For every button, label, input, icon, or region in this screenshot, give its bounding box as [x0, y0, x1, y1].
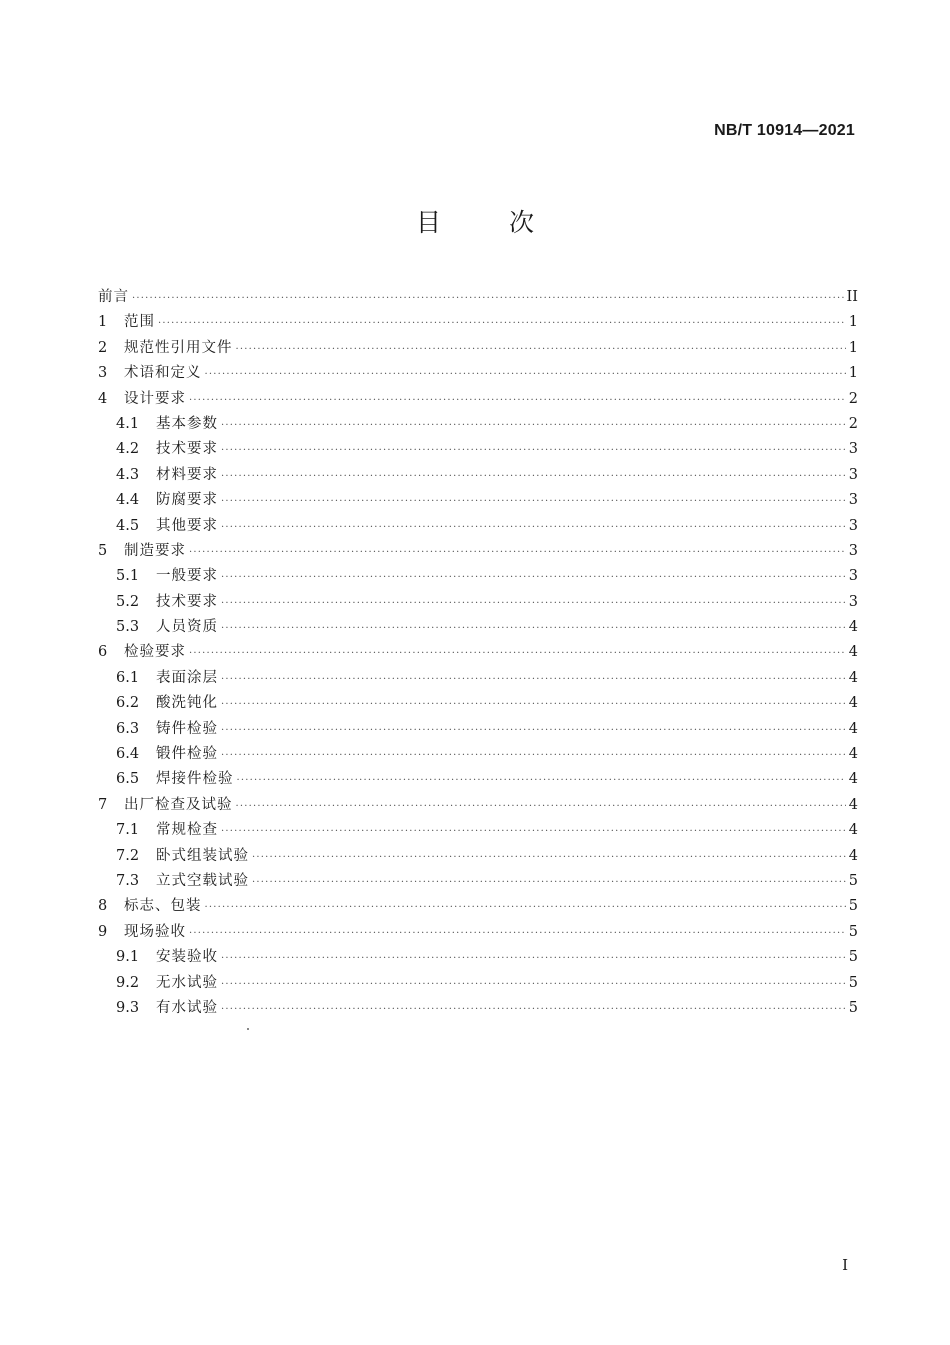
- toc-entry[interactable]: [98, 463, 858, 488]
- toc-entry-number: 5.2: [116, 593, 140, 610]
- toc-entry-label: 人员资质: [156, 619, 218, 636]
- toc-entry[interactable]: [98, 818, 858, 843]
- toc-entry-page: 4: [848, 720, 858, 737]
- toc-entry-number: 6.3: [116, 720, 140, 737]
- toc-entry[interactable]: [98, 971, 858, 996]
- toc-entry[interactable]: [98, 691, 858, 716]
- toc-entry-page: 2: [848, 390, 858, 407]
- toc-dot-leader: [189, 648, 846, 659]
- toc-entry-label: 有水试验: [156, 999, 218, 1016]
- toc-entry-number: 4: [98, 390, 108, 407]
- toc-entry[interactable]: [98, 615, 858, 640]
- toc-dot-leader: [189, 928, 846, 939]
- title-char-1: 目: [416, 208, 442, 237]
- toc-entry[interactable]: [98, 945, 858, 970]
- toc-entry-number: 5.3: [116, 619, 140, 636]
- toc-entry-label: 检验要求: [124, 644, 186, 661]
- toc-entry-label: 卧式组装试验: [156, 847, 249, 864]
- toc-dot-leader: [221, 826, 846, 837]
- toc-entry-page: II: [846, 289, 858, 305]
- toc-entry-page: 3: [848, 466, 858, 483]
- toc-entry-page: 4: [848, 796, 858, 813]
- toc-entry-number: 3: [98, 365, 108, 382]
- toc-dot-leader: [236, 801, 846, 812]
- toc-entry[interactable]: [98, 412, 858, 437]
- toc-entry[interactable]: [98, 742, 858, 767]
- toc-dot-leader: [236, 344, 846, 355]
- toc-dot-leader: [221, 1004, 846, 1015]
- toc-entry-label: 防腐要求: [156, 492, 218, 509]
- toc-entry[interactable]: [98, 539, 858, 564]
- toc-entry[interactable]: [98, 285, 858, 310]
- toc-entry-page: 3: [848, 568, 858, 585]
- page-title: [0, 203, 950, 239]
- toc-entry-label: 焊接件检验: [156, 771, 234, 788]
- toc-entry-number: 6.5: [116, 771, 140, 788]
- toc-dot-leader: [221, 953, 846, 964]
- toc-dot-leader: [252, 852, 846, 863]
- toc-entry-number: 4.4: [116, 492, 140, 509]
- toc-entry-page: 4: [848, 771, 858, 788]
- standard-code: NB/T 10914—2021: [714, 122, 855, 139]
- toc-entry-page: 4: [848, 644, 858, 661]
- toc-entry-page: 5: [848, 872, 858, 889]
- toc-entry[interactable]: [98, 488, 858, 513]
- toc-entry-number: 7.3: [116, 872, 140, 889]
- toc-dot-leader: [252, 877, 846, 888]
- toc-entry-label: 基本参数: [156, 415, 218, 432]
- toc-entry-page: 3: [848, 542, 858, 559]
- toc-dot-leader: [221, 496, 846, 507]
- title-char-2: 次: [508, 208, 534, 237]
- toc-entry[interactable]: [98, 640, 858, 665]
- toc-entry-page: 5: [848, 923, 858, 940]
- toc-entry-page: 5: [848, 898, 858, 915]
- toc-entry-number: 7.1: [116, 822, 140, 839]
- toc-dot-leader: [221, 471, 846, 482]
- toc-entry-number: 7: [98, 796, 108, 813]
- toc-entry-page: 1: [848, 365, 858, 382]
- toc-entry-label: 锻件检验: [156, 746, 218, 763]
- toc-entry-number: 9.1: [116, 949, 140, 966]
- toc-entry-number: 1: [98, 314, 108, 331]
- toc-entry-page: 4: [848, 619, 858, 636]
- toc-dot-leader: [221, 522, 846, 533]
- toc-entry[interactable]: [98, 387, 858, 412]
- toc-dot-leader: [237, 775, 846, 786]
- toc-entry-number: 4.3: [116, 466, 140, 483]
- toc-entry[interactable]: [98, 894, 858, 919]
- toc-entry-label: 前言: [98, 289, 129, 305]
- toc-entry-label: 一般要求: [156, 568, 218, 585]
- toc-entry-label: 设计要求: [124, 390, 186, 407]
- toc-entry-page: 3: [848, 517, 858, 534]
- toc-entry[interactable]: [98, 666, 858, 691]
- toc-entry-page: 3: [848, 593, 858, 610]
- toc-entry-page: 4: [848, 746, 858, 763]
- toc-entry[interactable]: [98, 844, 858, 869]
- toc-entry-number: 5.1: [116, 568, 140, 585]
- toc-entry-label: 铸件检验: [156, 720, 218, 737]
- toc-entry[interactable]: [98, 869, 858, 894]
- toc-entry-label: 规范性引用文件: [124, 339, 233, 356]
- toc-entry-number: 6.1: [116, 669, 140, 686]
- toc-entry-page: 5: [848, 999, 858, 1016]
- toc-entry-label: 术语和定义: [124, 365, 202, 382]
- toc-entry-number: 9.2: [116, 974, 140, 991]
- toc-entry-label: 表面涂层: [156, 669, 218, 686]
- toc-entry-number: 4.1: [116, 415, 140, 432]
- toc-entry-label: 安装验收: [156, 949, 218, 966]
- toc-entry-label: 技术要求: [156, 441, 218, 458]
- toc-entry-number: 6.2: [116, 695, 140, 712]
- toc-entry-number: 6.4: [116, 746, 140, 763]
- toc-entry-page: 3: [848, 492, 858, 509]
- toc-dot-leader: [189, 547, 846, 558]
- toc-dot-leader: [221, 750, 846, 761]
- toc-entry-number: 9.3: [116, 999, 140, 1016]
- toc-entry-page: 3: [848, 441, 858, 458]
- toc-dot-leader: [158, 318, 846, 329]
- toc-dot-leader: [132, 293, 844, 304]
- toc-entry[interactable]: [98, 767, 858, 792]
- toc-entry-number: 9: [98, 923, 108, 940]
- toc-entry-page: 2: [848, 415, 858, 432]
- toc-entry[interactable]: [98, 564, 858, 589]
- scan-speck: [247, 1028, 249, 1030]
- toc-dot-leader: [205, 369, 846, 380]
- toc-dot-leader: [221, 699, 846, 710]
- toc-entry-page: 4: [848, 669, 858, 686]
- page-number: I: [842, 1256, 848, 1274]
- toc-entry[interactable]: [98, 920, 858, 945]
- toc-entry-label: 标志、包装: [124, 898, 202, 915]
- toc-entry-page: 4: [848, 822, 858, 839]
- toc-entry-label: 立式空载试验: [156, 872, 249, 889]
- toc-dot-leader: [221, 979, 846, 990]
- toc-entry-label: 范围: [124, 314, 155, 331]
- toc-entry-page: 1: [848, 314, 858, 331]
- toc-entry-number: 7.2: [116, 847, 140, 864]
- toc-entry[interactable]: [98, 996, 858, 1021]
- table-of-contents: [98, 285, 858, 1021]
- toc-entry[interactable]: [98, 793, 858, 818]
- toc-dot-leader: [221, 420, 846, 431]
- toc-entry[interactable]: [98, 336, 858, 361]
- toc-dot-leader: [221, 725, 846, 736]
- toc-entry-page: 5: [848, 974, 858, 991]
- toc-entry[interactable]: [98, 437, 858, 462]
- toc-dot-leader: [205, 902, 846, 913]
- toc-entry-label: 酸洗钝化: [156, 695, 218, 712]
- toc-entry-number: 2: [98, 339, 108, 356]
- toc-entry-page: 1: [848, 339, 858, 356]
- toc-entry-label: 材料要求: [156, 466, 218, 483]
- toc-dot-leader: [221, 572, 846, 583]
- toc-dot-leader: [221, 598, 846, 609]
- toc-entry-label: 现场验收: [124, 923, 186, 940]
- toc-entry[interactable]: [98, 361, 858, 386]
- toc-dot-leader: [189, 395, 846, 406]
- toc-entry-label: 出厂检查及试验: [124, 796, 233, 813]
- toc-dot-leader: [221, 445, 846, 456]
- toc-entry-number: 6: [98, 644, 108, 661]
- toc-entry-page: 4: [848, 847, 858, 864]
- toc-dot-leader: [221, 623, 846, 634]
- toc-entry-page: 5: [848, 949, 858, 966]
- toc-entry[interactable]: [98, 310, 858, 335]
- toc-entry-label: 其他要求: [156, 517, 218, 534]
- toc-entry-number: 8: [98, 898, 108, 915]
- toc-entry-label: 技术要求: [156, 593, 218, 610]
- toc-entry[interactable]: [98, 514, 858, 539]
- toc-entry[interactable]: [98, 717, 858, 742]
- toc-entry-page: 4: [848, 695, 858, 712]
- toc-dot-leader: [221, 674, 846, 685]
- toc-entry[interactable]: [98, 590, 858, 615]
- toc-entry-number: 4.2: [116, 441, 140, 458]
- toc-entry-number: 5: [98, 542, 108, 559]
- toc-entry-label: 无水试验: [156, 974, 218, 991]
- toc-entry-number: 4.5: [116, 517, 140, 534]
- toc-entry-label: 制造要求: [124, 542, 186, 559]
- toc-entry-label: 常规检查: [156, 822, 218, 839]
